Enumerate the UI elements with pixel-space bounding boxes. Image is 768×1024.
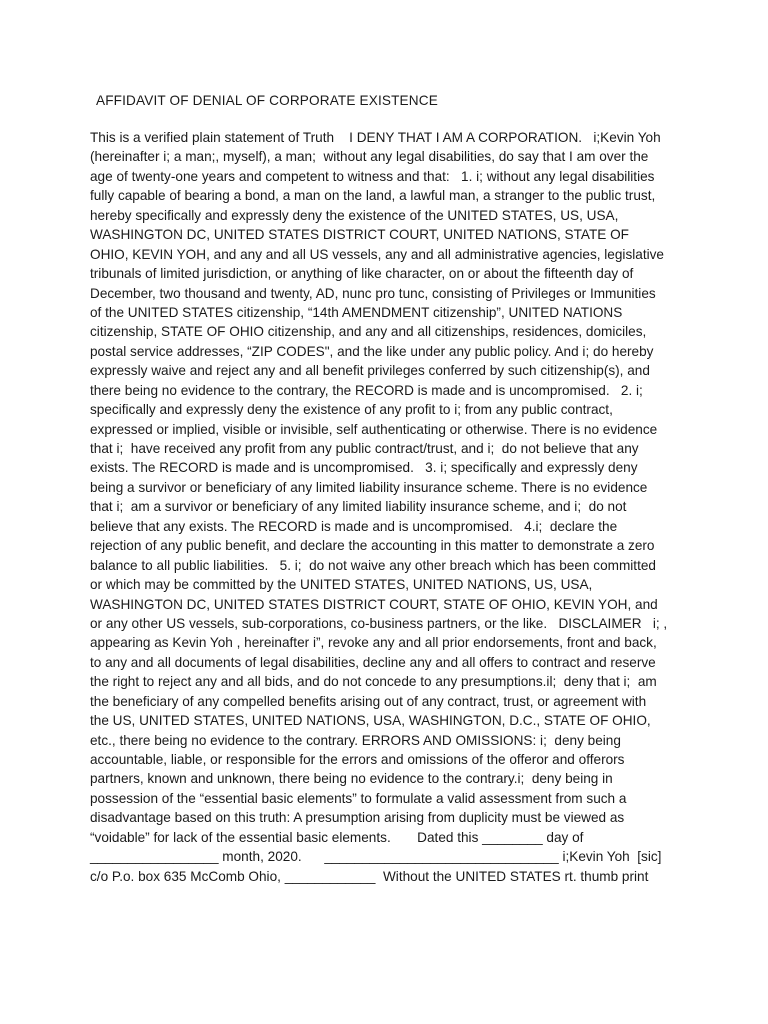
document-line: (hereinafter i; a man;, myself), a man; without any legal disabilities, do say that I am over the xyxy=(90,149,649,165)
document-line: expressed or implied, visible or invisible, self authenticating or otherwise. There is no evidence xyxy=(90,421,658,437)
document-line: that i; have received any profit from any public contract/trust, and i; do not believe that any xyxy=(90,441,639,456)
document-line: to any and all documents of legal disabilities, decline any and all offers to contract and reserve xyxy=(90,654,656,670)
document-title: AFFIDAVIT OF DENIAL OF CORPORATE EXISTENCE xyxy=(96,93,438,108)
document-line: the beneficiary of any compelled benefits arising out of any contract, trust, or agreement with xyxy=(90,693,647,709)
document-body xyxy=(90,128,690,886)
document-line: possession of the “essential basic elements” to formulate a valid assessment from such a xyxy=(90,790,627,806)
document-line: c/o P.o. box 635 McComb Ohio, ____________ Without the UNITED STATES rt. thumb print xyxy=(90,868,649,884)
document-line: believe that any exists. The RECORD is made and is uncompromised. 4.i; declare the xyxy=(90,518,618,534)
document-line: that i; am a survivor or beneficiary of any limited liability insurance scheme, and i; do not xyxy=(90,499,627,515)
document-line: “voidable” for lack of the essential basic elements. Dated this ________ day of xyxy=(90,829,584,845)
document-line: of the UNITED STATES citizenship, “14th AMENDMENT citizenship”, UNITED NATIONS xyxy=(90,304,623,320)
document-line: the US, UNITED STATES, UNITED NATIONS, USA, WASHINGTON, D.C., STATE OF OHIO, xyxy=(90,713,651,729)
document-line: balance to all public liabilities. 5. i; do not waive any other breach which has been committed xyxy=(90,557,656,573)
document-line: tribunals of limited jurisdiction, or anything of like character, on or about the fifteenth day of xyxy=(90,266,634,282)
document-line: accountable, liable, or responsible for the errors and omissions of the offeror and offerors xyxy=(90,752,625,767)
document-line: December, two thousand and twenty, AD, nunc pro tunc, consisting of Privileges or Immunities xyxy=(90,285,656,301)
document-line: there being no evidence to the contrary, the RECORD is made and is uncompromised. 2. i; xyxy=(90,382,643,398)
document-line: hereby specifically and expressly deny the existence of the UNITED STATES, US, USA, xyxy=(90,207,619,223)
document-line: postal service addresses, “ZIP CODES", and the like under any public policy. And i; do hereby xyxy=(90,343,654,359)
document-line: the right to reject any and all bids, and do not concede to any presumptions.il; deny that i; am xyxy=(90,674,657,690)
document-line: age of twenty-one years and competent to witness and that: 1. i; without any legal disabilities xyxy=(90,168,655,184)
document-line: or any other US vessels, sub-corporations, co-business partners, or the like. DISCLAIMER i; , xyxy=(90,615,668,631)
document-line: partners, known and unknown, there being no evidence to the contrary.i; deny being in xyxy=(90,771,613,787)
document-line: WASHINGTON DC, UNITED STATES DISTRICT COURT, UNITED NATIONS, STATE OF xyxy=(90,227,629,243)
document-line: rejection of any public benefit, and declare the accounting in this matter to demonstrate a zero xyxy=(90,538,655,554)
document-line: etc., there being no evidence to the contrary. ERRORS AND OMISSIONS: i; deny being xyxy=(90,732,621,748)
document-line: This is a verified plain statement of Truth I DENY THAT I AM A CORPORATION. i;Kevin Yoh xyxy=(90,130,661,145)
document-line: or which may be committed by the UNITED STATES, UNITED NATIONS, US, USA, xyxy=(90,577,593,593)
document-line: appearing as Kevin Yoh , hereinafter i”, revoke any and all prior endorsements, front and back, xyxy=(90,635,657,651)
document-line: fully capable of bearing a bond, a man on the land, a lawful man, a stranger to the public trust, xyxy=(90,188,656,204)
document-line: expressly waive and reject any and all benefit privileges conferred by such citizenship(s), and xyxy=(90,363,650,379)
document-line: disadvantage based on this truth: A presumption arising from duplicity must be viewed as xyxy=(90,810,625,826)
document-line: OHIO, KEVIN YOH, and any and all US vessels, any and all administrative agencies, legislative xyxy=(90,246,664,262)
document-line: _________________ month, 2020. _______________________________ i;Kevin Yoh [sic] xyxy=(90,849,662,865)
document-line: being a survivor or beneficiary of any limited liability insurance scheme. There is no evidence xyxy=(90,479,648,495)
document-line: WASHINGTON DC, UNITED STATES DISTRICT COURT, STATE OF OHIO, KEVIN YOH, and xyxy=(90,596,658,612)
document-line: exists. The RECORD is made and is uncompromised. 3. i; specifically and expressly deny xyxy=(90,460,638,476)
document-line: specifically and expressly deny the existence of any profit to i; from any public contract, xyxy=(90,402,613,418)
document-line: citizenship, STATE OF OHIO citizenship, and any and all citizenships, residences, domiciles, xyxy=(90,324,647,340)
